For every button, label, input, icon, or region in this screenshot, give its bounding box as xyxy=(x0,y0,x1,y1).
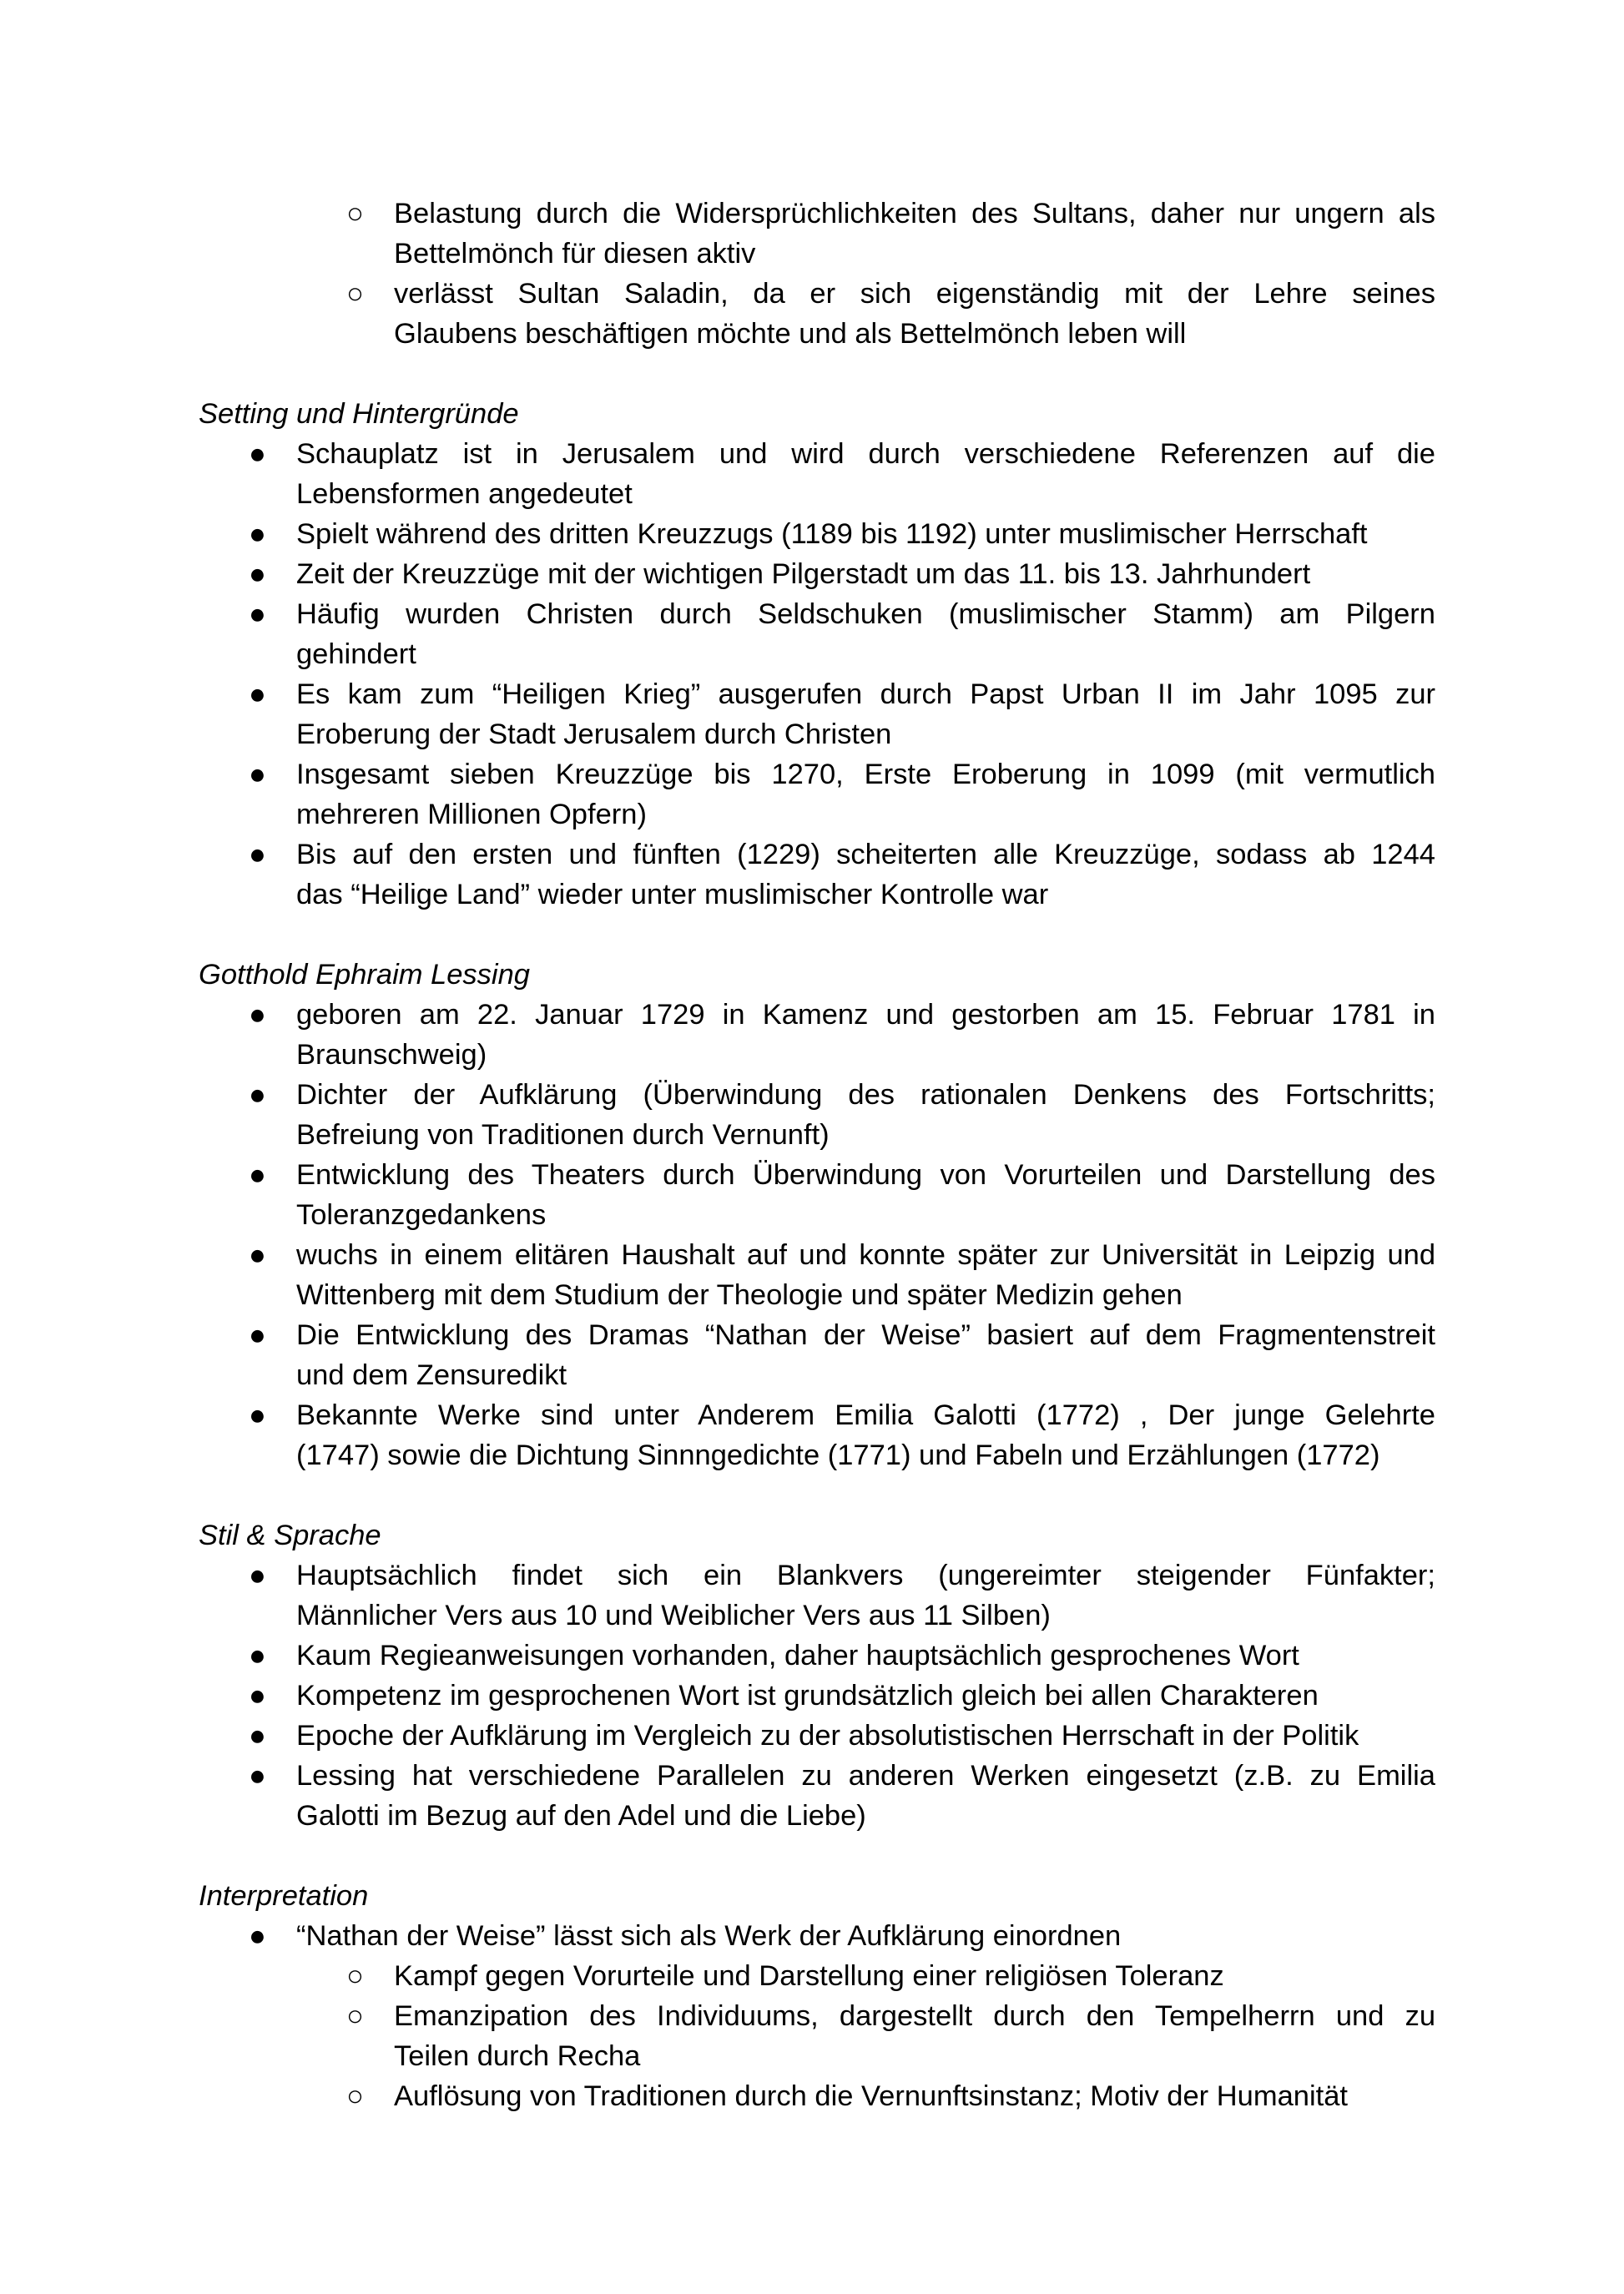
bullet-filled-icon: ● xyxy=(249,1079,266,1111)
bullet-filled-icon: ● xyxy=(249,678,266,710)
section-heading: Stil & Sprache xyxy=(199,1520,381,1551)
list-item-line: Dichter der Aufklärung (Überwindung des rationalen Denkens des Fortschritts; xyxy=(296,1079,1435,1111)
bullet-filled-icon: ● xyxy=(249,558,266,590)
bullet-filled-icon: ● xyxy=(249,1319,266,1351)
bullet-filled-icon: ● xyxy=(249,1640,266,1671)
list-item-line: Epoche der Aufklärung im Vergleich zu der absolutistischen Herrschaft in der Politik xyxy=(296,1720,1359,1752)
list-item-line: geboren am 22. Januar 1729 in Kamenz und gestorben am 15. Februar 1781 in xyxy=(296,999,1435,1031)
list-item-line: Belastung durch die Widersprüchlichkeiten des Sultans, daher nur ungern als xyxy=(394,198,1435,229)
bullet-filled-icon: ● xyxy=(249,1720,266,1752)
list-item-line: Entwicklung des Theaters durch Überwindung von Vorurteilen und Darstellung des xyxy=(296,1159,1435,1191)
list-item-line: Bis auf den ersten und fünften (1229) scheiterten alle Kreuzzüge, sodass ab 1244 xyxy=(296,839,1435,870)
list-item-line: Braunschweig) xyxy=(296,1039,487,1071)
bullet-hollow-icon: ○ xyxy=(346,198,364,229)
list-item-line: und dem Zensuredikt xyxy=(296,1359,567,1391)
list-item-line: Kompetenz im gesprochenen Wort ist grundsätzlich gleich bei allen Charakteren xyxy=(296,1680,1319,1712)
list-item-line: Befreiung von Traditionen durch Vernunft) xyxy=(296,1119,830,1151)
list-item-line: Kampf gegen Vorurteile und Darstellung einer religiösen Toleranz xyxy=(394,1960,1224,1992)
section-heading: Interpretation xyxy=(199,1880,369,1912)
section-heading: Setting und Hintergründe xyxy=(199,398,519,430)
list-item-line: “Nathan der Weise” lässt sich als Werk der Aufklärung einordnen xyxy=(296,1920,1122,1952)
list-item-line: Kaum Regieanweisungen vorhanden, daher hauptsächlich gesprochenes Wort xyxy=(296,1640,1299,1671)
bullet-filled-icon: ● xyxy=(249,518,266,550)
bullet-filled-icon: ● xyxy=(249,1680,266,1712)
list-item-line: gehindert xyxy=(296,638,416,670)
list-item-line: Galotti im Bezug auf den Adel und die Liebe) xyxy=(296,1800,866,1832)
bullet-filled-icon: ● xyxy=(249,1920,266,1952)
list-item-line: wuchs in einem elitären Haushalt auf und konnte später zur Universität in Leipzig und xyxy=(296,1239,1435,1271)
list-item-line: Toleranzgedankens xyxy=(296,1199,547,1231)
list-item-line: Emanzipation des Individuums, dargestellt durch den Tempelherrn und zu xyxy=(394,2000,1435,2032)
list-item-line: Teilen durch Recha xyxy=(394,2040,641,2072)
bullet-hollow-icon: ○ xyxy=(346,278,364,310)
list-item-line: Lebensformen angedeutet xyxy=(296,478,633,510)
section-heading: Gotthold Ephraim Lessing xyxy=(199,959,530,991)
list-item-line: Häufig wurden Christen durch Seldschuken (muslimischer Stamm) am Pilgern xyxy=(296,598,1435,630)
bullet-filled-icon: ● xyxy=(249,1760,266,1792)
list-item-line: Es kam zum “Heiligen Krieg” ausgerufen durch Papst Urban II im Jahr 1095 zur xyxy=(296,678,1435,710)
list-item-line: mehreren Millionen Opfern) xyxy=(296,799,647,830)
bullet-hollow-icon: ○ xyxy=(346,1960,364,1992)
bullet-hollow-icon: ○ xyxy=(346,2000,364,2032)
bullet-filled-icon: ● xyxy=(249,1560,266,1591)
bullet-filled-icon: ● xyxy=(249,1159,266,1191)
list-item-line: Schauplatz ist in Jerusalem und wird durch verschiedene Referenzen auf die xyxy=(296,438,1435,470)
bullet-filled-icon: ● xyxy=(249,839,266,870)
list-item-line: Auflösung von Traditionen durch die Vernunftsinstanz; Motiv der Humanität xyxy=(394,2080,1348,2112)
list-item-line: Männlicher Vers aus 10 und Weiblicher Vers aus 11 Silben) xyxy=(296,1600,1051,1631)
list-item-line: (1747) sowie die Dichtung Sinnngedichte (1771) und Fabeln und Erzählungen (1772) xyxy=(296,1439,1380,1471)
list-item-line: das “Heilige Land” wieder unter muslimischer Kontrolle war xyxy=(296,879,1049,910)
bullet-filled-icon: ● xyxy=(249,438,266,470)
list-item-line: Bettelmönch für diesen aktiv xyxy=(394,238,756,270)
list-item-line: Bekannte Werke sind unter Anderem Emilia Galotti (1772) , Der junge Gelehrte xyxy=(296,1399,1435,1431)
list-item-line: Lessing hat verschiedene Parallelen zu anderen Werken eingesetzt (z.B. zu Emilia xyxy=(296,1760,1435,1792)
list-item-line: Zeit der Kreuzzüge mit der wichtigen Pilgerstadt um das 11. bis 13. Jahrhundert xyxy=(296,558,1311,590)
bullet-filled-icon: ● xyxy=(249,598,266,630)
list-item-line: Spielt während des dritten Kreuzzugs (1189 bis 1192) unter muslimischer Herrschaft xyxy=(296,518,1368,550)
list-item-line: Glaubens beschäftigen möchte und als Bettelmönch leben will xyxy=(394,318,1187,350)
bullet-hollow-icon: ○ xyxy=(346,2080,364,2112)
bullet-filled-icon: ● xyxy=(249,1239,266,1271)
bullet-filled-icon: ● xyxy=(249,1399,266,1431)
list-item-line: Wittenberg mit dem Studium der Theologie und später Medizin gehen xyxy=(296,1279,1183,1311)
list-item-line: Hauptsächlich findet sich ein Blankvers (ungereimter steigender Fünfakter; xyxy=(296,1560,1435,1591)
list-item-line: Die Entwicklung des Dramas “Nathan der Weise” basiert auf dem Fragmentenstreit xyxy=(296,1319,1435,1351)
list-item-line: verlässt Sultan Saladin, da er sich eigenständig mit der Lehre seines xyxy=(394,278,1435,310)
list-item-line: Eroberung der Stadt Jerusalem durch Christen xyxy=(296,718,892,750)
bullet-filled-icon: ● xyxy=(249,759,266,790)
list-item-line: Insgesamt sieben Kreuzzüge bis 1270, Erste Eroberung in 1099 (mit vermutlich xyxy=(296,759,1435,790)
bullet-filled-icon: ● xyxy=(249,999,266,1031)
